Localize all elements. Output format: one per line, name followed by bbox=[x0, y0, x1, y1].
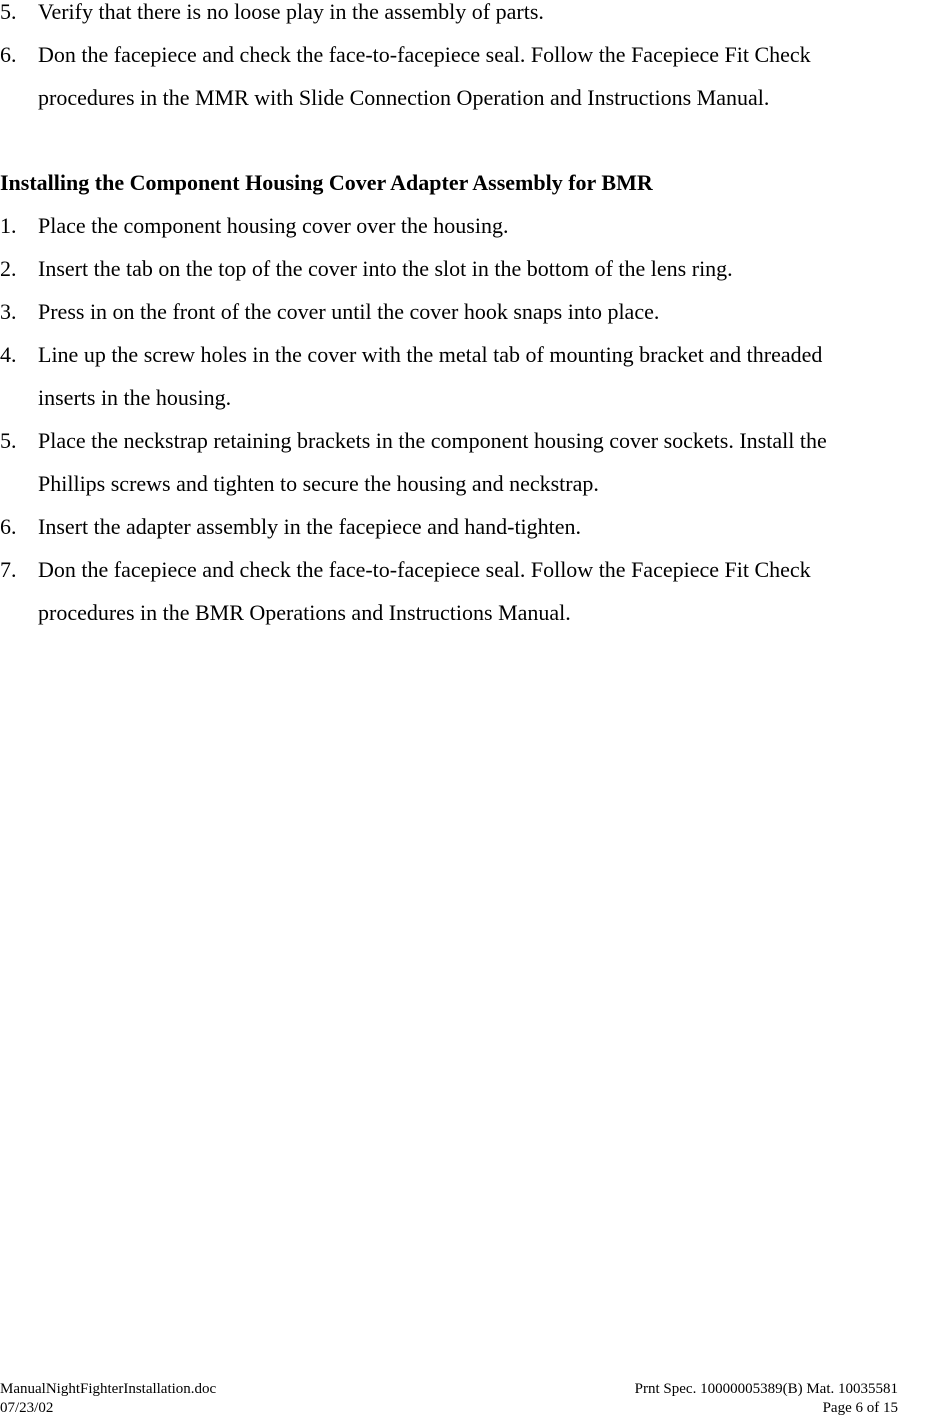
step-number: 5. bbox=[0, 428, 17, 453]
step-number: 5. bbox=[0, 0, 17, 24]
step-text-continued: Phillips screws and tighten to secure the housing and neckstrap. bbox=[38, 471, 599, 496]
bmr-step-list bbox=[0, 204, 938, 634]
step-text: Verify that there is no loose play in the assembly of parts. bbox=[38, 0, 544, 24]
step-text: Don the facepiece and check the face-to-facepiece seal. Follow the Facepiece Fit Check bbox=[38, 42, 811, 67]
list-item bbox=[0, 419, 938, 505]
step-number: 6. bbox=[0, 514, 17, 539]
step-text-continued: procedures in the BMR Operations and Instructions Manual. bbox=[38, 600, 571, 625]
step-number: 4. bbox=[0, 342, 17, 367]
step-number: 2. bbox=[0, 256, 17, 281]
list-item bbox=[0, 0, 938, 33]
step-number: 1. bbox=[0, 213, 17, 238]
list-item bbox=[0, 505, 938, 548]
step-text-continued: procedures in the MMR with Slide Connection Operation and Instructions Manual. bbox=[38, 85, 770, 110]
list-item bbox=[0, 333, 938, 419]
list-item bbox=[0, 247, 938, 290]
step-text-continued: inserts in the housing. bbox=[38, 385, 232, 410]
step-text: Line up the screw holes in the cover with the metal tab of mounting bracket and threaded bbox=[38, 342, 823, 367]
section-heading: Installing the Component Housing Cover Adapter Assembly for BMR bbox=[0, 170, 653, 195]
step-text: Place the component housing cover over the housing. bbox=[38, 213, 509, 238]
list-item bbox=[0, 548, 938, 634]
step-number: 6. bbox=[0, 42, 17, 67]
step-number: 7. bbox=[0, 557, 17, 582]
list-item bbox=[0, 33, 938, 119]
step-number: 3. bbox=[0, 299, 17, 324]
step-text: Don the facepiece and check the face-to-facepiece seal. Follow the Facepiece Fit Check bbox=[38, 557, 811, 582]
footer-row-top bbox=[0, 1380, 898, 1399]
footer-date: 07/23/02 bbox=[0, 1400, 54, 1416]
footer-filename: ManualNightFighterInstallation.doc bbox=[0, 1381, 217, 1397]
step-text: Insert the tab on the top of the cover into the slot in the bottom of the lens ring. bbox=[38, 256, 733, 281]
list-item bbox=[0, 290, 938, 333]
footer-page-number: Page 6 of 15 bbox=[822, 1400, 898, 1416]
top-step-list bbox=[0, 0, 938, 119]
step-text: Insert the adapter assembly in the facepiece and hand-tighten. bbox=[38, 514, 582, 539]
step-text: Press in on the front of the cover until the cover hook snaps into place. bbox=[38, 299, 660, 324]
list-item bbox=[0, 204, 938, 247]
footer-row-bottom bbox=[0, 1399, 898, 1418]
page-footer bbox=[0, 1380, 898, 1418]
step-text: Place the neckstrap retaining brackets in the component housing cover sockets. Install the bbox=[38, 428, 827, 453]
footer-spec: Prnt Spec. 10000005389(B) Mat. 10035581 bbox=[634, 1381, 898, 1397]
